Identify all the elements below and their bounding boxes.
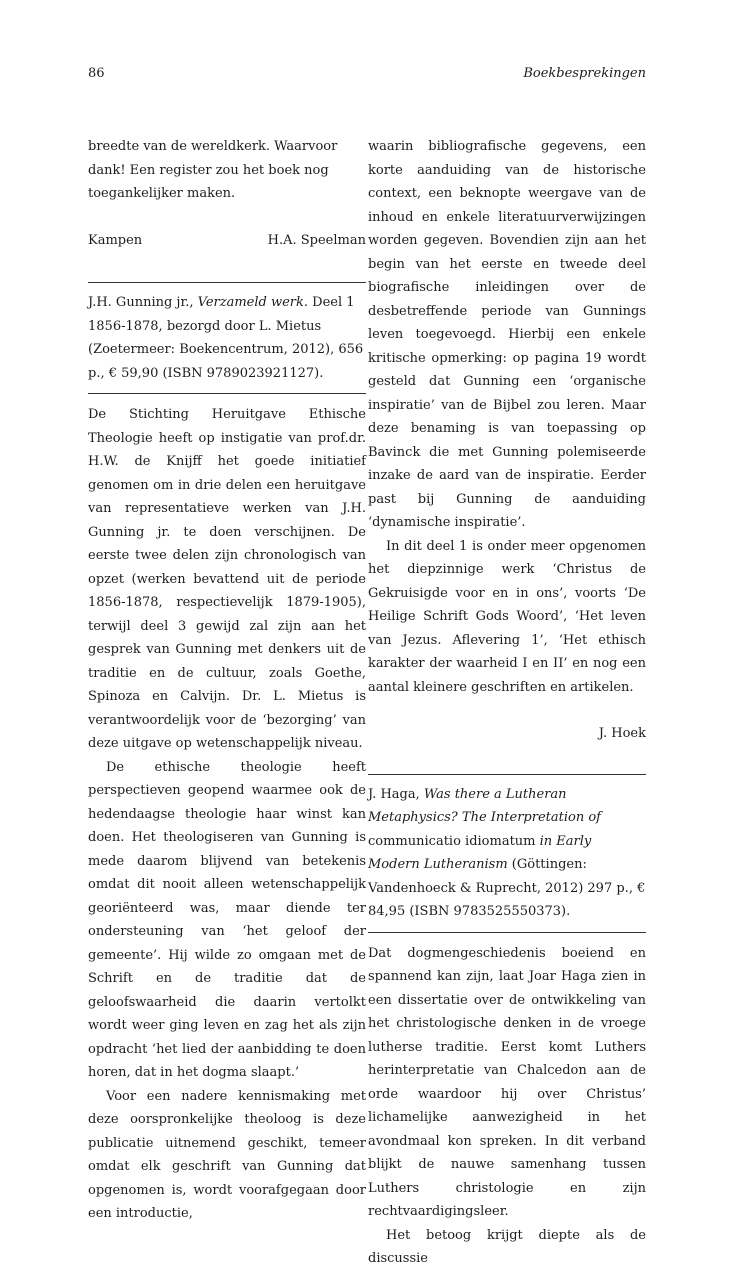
review-citation: J. Haga, Was there a Lutheran Metaphysics? The Interpretation of communicatio idiomatum in Early Modern Lutheranism (Göttingen: Vandenhoeck & Ruprecht, 2012) 297 p., € 84,95 (ISBN 9783525550373).	[368, 786, 646, 919]
review-header	[88, 283, 366, 393]
continuation-text: breedte van de wereldkerk. Waarvoor dank! Een register zou het boek nog toegankelijker maken.	[88, 139, 338, 201]
signature-name: H.A. Speelman	[267, 232, 366, 248]
page-number: 86	[88, 66, 105, 81]
review-citation: J.H. Gunning jr., Verzameld werk. Deel 1 1856-1878, bezorgd door L. Mietus (Zoetermeer: Boekencentrum, 2012), 656 p., € 59,90 (ISBN 9789023921127).	[88, 295, 364, 381]
review-paragraph: De ethische theologie heeft perspectieven geopend waarmee ook de hedendaagse theologie haar winst kan doen. Het theologiseren van Gunning is mede daarom blijvend van betekenis omdat dit nooit alleen wetenschappelijk georiënteerd was, maar diende ter ondersteuning van ‘het geloof der gemeente’. Hij wilde zo omgaan met de Schrift en de traditie dat de geloofswaarheid die daarin vertolkt wordt weer ging leven en zag het als zijn opdracht ‘het lied der aanbidding te doen horen, dat in het dogma slaapt.’	[88, 759, 366, 1080]
right-column	[368, 135, 646, 1271]
signature-row	[88, 229, 366, 253]
signature-place: Kampen	[88, 232, 143, 248]
review-paragraph: waarin bibliografische gegevens, een korte aanduiding van de historische context, een beknopte weergave van de inhoud en enkele literatuurverwijzingen worden gegeven. Bovendien zijn aan het begin van het eerste en tweede deel biografische inleidingen over de desbetreffende periode van Gunnings leven toegevoegd. Hierbij een enkele kritische opmerking: op pagina 19 wordt gesteld dat Gunning een ‘organische inspiratie’ van de Bijbel zou leren. Maar deze benaming is van toepassing op Bavinck die met Gunning polemiseerde inzake de aard van de inspiratie. Eerder past bij Gunning de aanduiding ‘dynamische inspiratie’.	[368, 139, 646, 530]
signature-name: J. Hoek	[598, 726, 646, 741]
review-paragraph: Het betoog krijgt diepte als de discussie	[368, 1227, 646, 1266]
divider-rule	[368, 932, 646, 933]
running-head: Boekbesprekingen	[523, 66, 646, 81]
divider-rule	[88, 393, 366, 394]
review-paragraph: Dat dogmengeschiedenis boeiend en spannend kan zijn, laat Joar Haga zien in een dissertatie over de ontwikkeling van het christologische denken in de vroege lutherse traditie. Eerst komt Luthers herinterpretatie van Chalcedon aan de orde waardoor hij over Christus’ lichamelijke aanwezigheid in het avondmaal kon spreken. In dit verband blijkt de nauwe samenhang tussen Luthers christologie en zijn rechtvaardigingsleer.	[368, 945, 646, 1219]
review-paragraph: In dit deel 1 is onder meer opgenomen het diepzinnige werk ‘Christus de Gekruisigde voor en in ons’, voorts ‘De Heilige Schrift Gods Woord’, ‘Het leven van Jezus. Aflevering 1’, ‘Het ethisch karakter der waarheid I en II’ en nog een aantal kleinere geschriften en artikelen.	[368, 538, 646, 695]
review-header	[368, 775, 646, 932]
review-paragraph: Voor een nadere kennismaking met deze oorspronkelijke theoloog is deze publicatie uitnemend geschikt, temeer omdat elk geschrift van Gunning dat opgenomen is, wordt voorafgegaan door een introductie,	[88, 1088, 366, 1221]
left-column	[88, 135, 366, 1226]
review-paragraph: De Stichting Heruitgave Ethische Theologie heeft op instigatie van prof.dr. H.W. de Knijff het goede initiatief genomen om in drie delen een heruitgave van representatieve werken van J.H. Gunning jr. te doen verschijnen. De eerste twee delen zijn chronologisch van opzet (werken bevattend uit de periode 1856-1878, respectievelijk 1879-1905), terwijl deel 3 gewijd zal zijn aan het gesprek van Gunning met denkers uit de traditie en de cultuur, zoals Goethe, Spinoza en Calvijn. Dr. L. Mietus is verantwoordelijk voor de ‘bezorging’ van deze uitgave op wetenschappelijk niveau.	[88, 407, 366, 751]
